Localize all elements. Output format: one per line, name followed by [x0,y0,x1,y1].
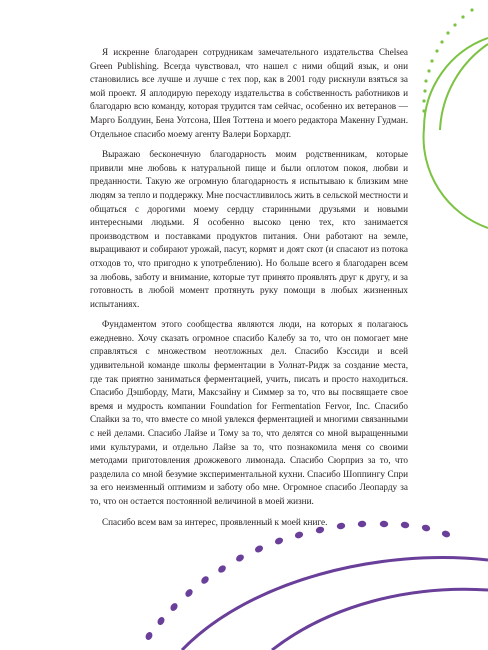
purple-solid-arc-2 [272,589,488,650]
paragraph-4: Спасибо всем вам за интерес, проявленный к моей книге. [102,516,328,527]
acknowledgements-text [90,46,408,536]
paragraph-3: Фундаментом этого сообщества являются люди, на которых я полагаюсь ежедневно. Хочу сказать огромное спасибо Калебу за то, что он помогает мне справляться с множеством неотложных дел. Спасибо Кэссиди и всей удивительной команде школы ферментации в Уолнат-Ридж за создание места, где так приятно заниматься ферментацией, учить, писать и просто находиться. Спасибо Дэшборду, Мати, Максзайну и Симмер за то, что вы посвящаете свое время и мудрость компании Foundation for Fermentation Fervor, Inc. Спасибо Спайки за то, что вместе со мной увлекся ферментацией и многими связанными с ней делами. Спасибо Лайзе и Тому за то, что делятся со мной выращенными ими культурами, и отдельно Лайзе за то, что познакомила меня со своими методами приготовления дрожжевого лимонада. Спасибо Сюрприз за то, что разделила со мной безумие экспериментальной кухни. Спасибо Шоппингу Спри за его неизменный оптимизм и заботу обо мне. Огромное спасибо Леопарду за то, что он остается постоянной величиной в моей жизни. [90,319,408,506]
paragraph-1: Я искренне благодарен сотрудникам замечательного издательства Chelsea Green Publishing. Всегда чувствовал, что нашел с ними общий язык, и они становились все лучше и лучше с тех пор, как в 2001 году рискнули взяться за мой проект. Я аплодирую переходу издательства в собственность работников и благодарю всю команду, которая трудится там сейчас, особенно их ветеранов — Марго Болдуин, Бена Уотсона, Шея Тоттена и моего редактора Макенну Гудман. Отдельное спасибо моему агенту Валери Борхардт. [90,47,408,139]
purple-solid-arc-1 [182,558,488,650]
paragraph-2: Выражаю бесконечную благодарность моим родственникам, которые привили мне любовь к натуральной пище и были оплотом покоя, любви и преданности. Такую же огромную благодарность я испытываю к близким мне людям за тепло и поддержку. Мне посчастливилось жить в сельской местности и общаться с дорогими моему сердцу старинными друзьями и новыми интересными людьми. Я особенно высоко ценю тех, кто занимается производством и поставками продуктов питания. Они работают на земле, выращивают и собирают урожай, пасут, кормят и доят скот (и спасают из потока отходов то, что пригодно к употреблению). Но больше всего я благодарен всем за любовь, заботу и внимание, которые тут принято проявлять друг к другу, и за готовность в любой момент протянуть руку помощи в любых жизненных испытаниях. [90,149,408,309]
